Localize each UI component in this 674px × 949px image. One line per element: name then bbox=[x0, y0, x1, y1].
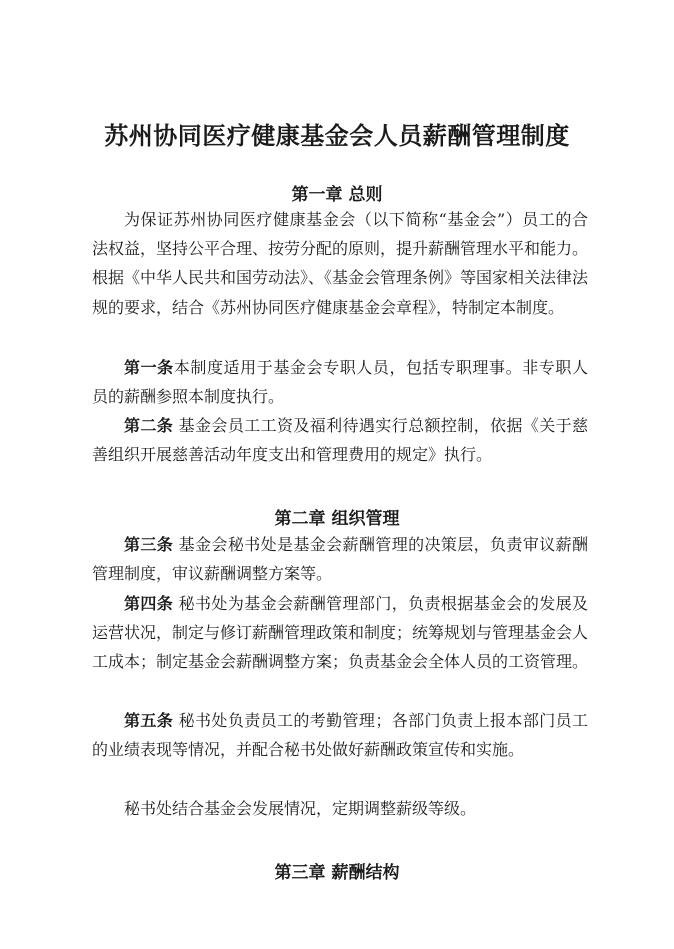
article-3-text: 基金会秘书处是基金会薪酬管理的决策层，负责审议薪酬管理制度，审议薪酬调整方案等。 bbox=[92, 535, 588, 584]
article-1-text: 本制度适用于基金会专职人员，包括专职理事。非专职人员的薪酬参照本制度执行。 bbox=[92, 358, 588, 407]
chapter-3-heading: 第三章 薪酬结构 bbox=[274, 863, 400, 883]
chapter-2-heading: 第二章 组织管理 bbox=[274, 509, 400, 529]
article-1-label: 第一条 bbox=[124, 358, 174, 377]
article-3-paragraph bbox=[92, 530, 588, 588]
article-5-text: 秘书处负责员工的考勤管理；各部门负责上报本部门员工的业绩表现等情况，并配合秘书处做好薪酬政策宣传和实施。 bbox=[92, 711, 588, 760]
article-2-text: 基金会员工工资及福利待遇实行总额控制，依据《关于慈善组织开展慈善活动年度支出和管理费用的规定》执行。 bbox=[92, 416, 588, 465]
article-5-paragraph bbox=[92, 706, 588, 764]
article-5-label: 第五条 bbox=[124, 711, 174, 730]
article-2-paragraph bbox=[92, 411, 588, 469]
document-title: 苏州协同医疗健康基金会人员薪酬管理制度 bbox=[104, 121, 570, 150]
closing-paragraph: 秘书处结合基金会发展情况，定期调整薪级等级。 bbox=[124, 799, 477, 818]
article-4-paragraph bbox=[92, 589, 588, 677]
article-4-label: 第四条 bbox=[124, 594, 174, 613]
article-4-text: 秘书处为基金会薪酬管理部门，负责根据基金会的发展及运营状况，制定与修订薪酬管理政策和制度；统筹规划与管理基金会人工成本；制定基金会薪酬调整方案；负责基金会全体人员的工资管理。 bbox=[92, 594, 589, 672]
intro-paragraph: 为保证苏州协同医疗健康基金会（以下简称“基金会”）员工的合法权益，坚持公平合理、按劳分配的原则，提升薪酬管理水平和能力。根据《中华人民共和国劳动法》、《基金会管理条例》等国家相关法律法规的要求，结合《苏州协同医疗健康基金会章程》，特制定本制度。 bbox=[92, 210, 589, 317]
article-2-label: 第二条 bbox=[124, 416, 174, 435]
article-1-paragraph bbox=[92, 353, 588, 411]
article-3-label: 第三条 bbox=[124, 535, 174, 554]
chapter-1-heading: 第一章 总则 bbox=[291, 185, 383, 205]
